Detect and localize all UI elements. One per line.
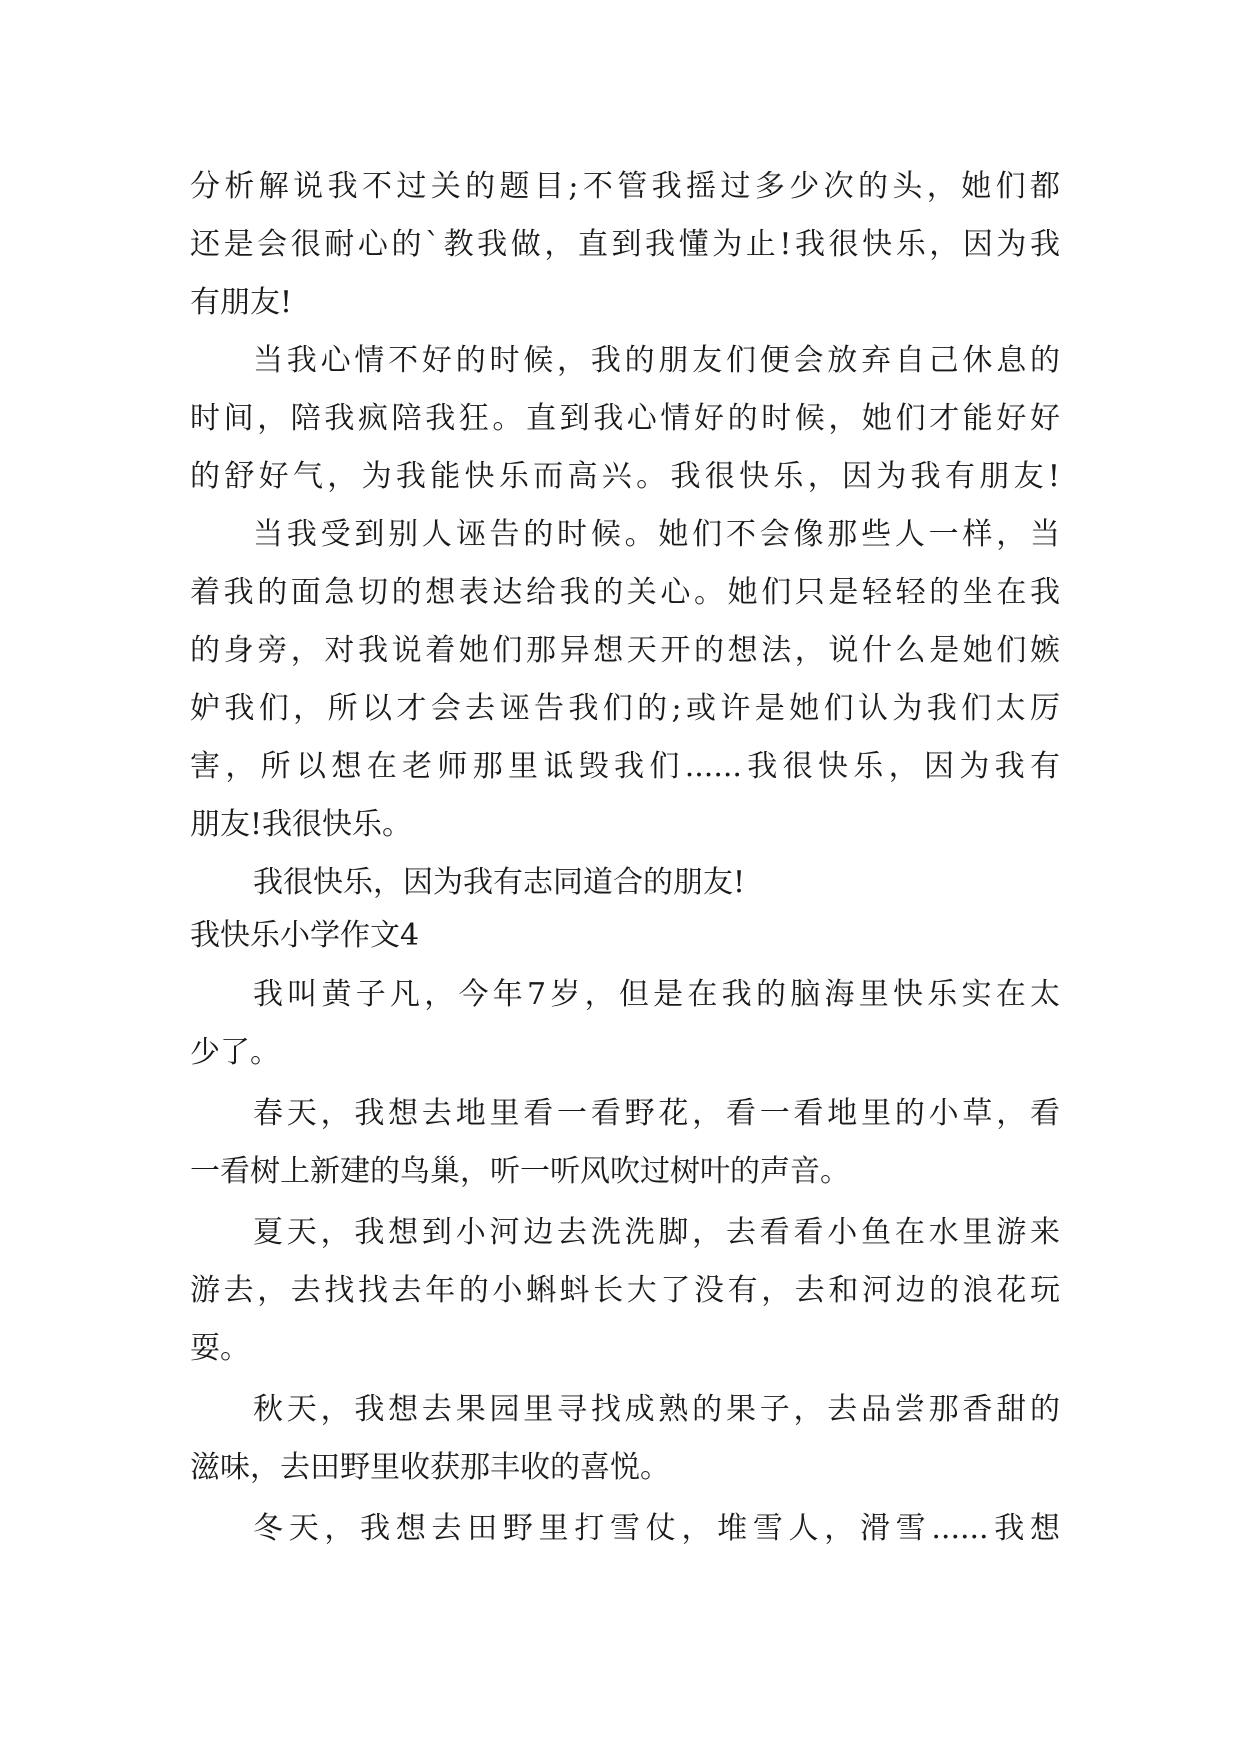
text-line: 着我的面急切的想表达给我的关心。她们只是轻轻的坐在我 xyxy=(190,575,1060,610)
text-line: 害，所以想在老师那里诋毁我们......我很快乐，因为我有 xyxy=(190,749,1060,784)
paragraph-first-line: 当我心情不好的时候，我的朋友们便会放弃自己休息的 xyxy=(253,343,1060,378)
text-line: 一看树上新建的鸟巢，听一听风吹过树叶的声音。 xyxy=(190,1154,850,1189)
text-line: 耍。 xyxy=(190,1331,250,1366)
section-heading: 我快乐小学作文4 xyxy=(190,918,420,953)
text-line: 有朋友! xyxy=(190,285,293,320)
paragraph-first-line: 春天，我想去地里看一看野花，看一看地里的小草，看 xyxy=(253,1096,1060,1131)
paragraph-first-line: 夏天，我想到小河边去洗洗脚，去看看小鱼在水里游来 xyxy=(253,1215,1060,1250)
text-line: 少了。 xyxy=(190,1035,280,1070)
text-line: 的舒好气，为我能快乐而高兴。我很快乐，因为我有朋友! xyxy=(190,459,1060,494)
text-line: 游去，去找找去年的小蝌蚪长大了没有，去和河边的浪花玩 xyxy=(190,1273,1060,1308)
paragraph-first-line: 我叫黄子凡，今年7岁，但是在我的脑海里快乐实在太 xyxy=(253,977,1060,1012)
paragraph-first-line: 秋天，我想去果园里寻找成熟的果子，去品尝那香甜的 xyxy=(253,1392,1060,1427)
text-line: 的身旁，对我说着她们那异想天开的想法，说什么是她们嫉 xyxy=(190,633,1060,668)
paragraph-first-line: 冬天，我想去田野里打雪仗，堆雪人，滑雪......我想 xyxy=(253,1511,1060,1546)
paragraph-first-line: 当我受到别人诬告的时候。她们不会像那些人一样，当 xyxy=(253,517,1060,552)
text-line: 妒我们，所以才会去诬告我们的;或许是她们认为我们太厉 xyxy=(190,691,1060,726)
text-line: 分析解说我不过关的题目;不管我摇过多少次的头，她们都 xyxy=(190,169,1060,204)
text-line: 还是会很耐心的`教我做，直到我懂为止!我很快乐，因为我 xyxy=(190,227,1060,262)
text-line: 朋友!我很快乐。 xyxy=(190,807,413,842)
text-line: 时间，陪我疯陪我狂。直到我心情好的时候，她们才能好好 xyxy=(190,401,1060,436)
text-line: 滋味，去田野里收获那丰收的喜悦。 xyxy=(190,1450,670,1485)
paragraph-first-line: 我很快乐，因为我有志同道合的朋友! xyxy=(253,865,746,900)
